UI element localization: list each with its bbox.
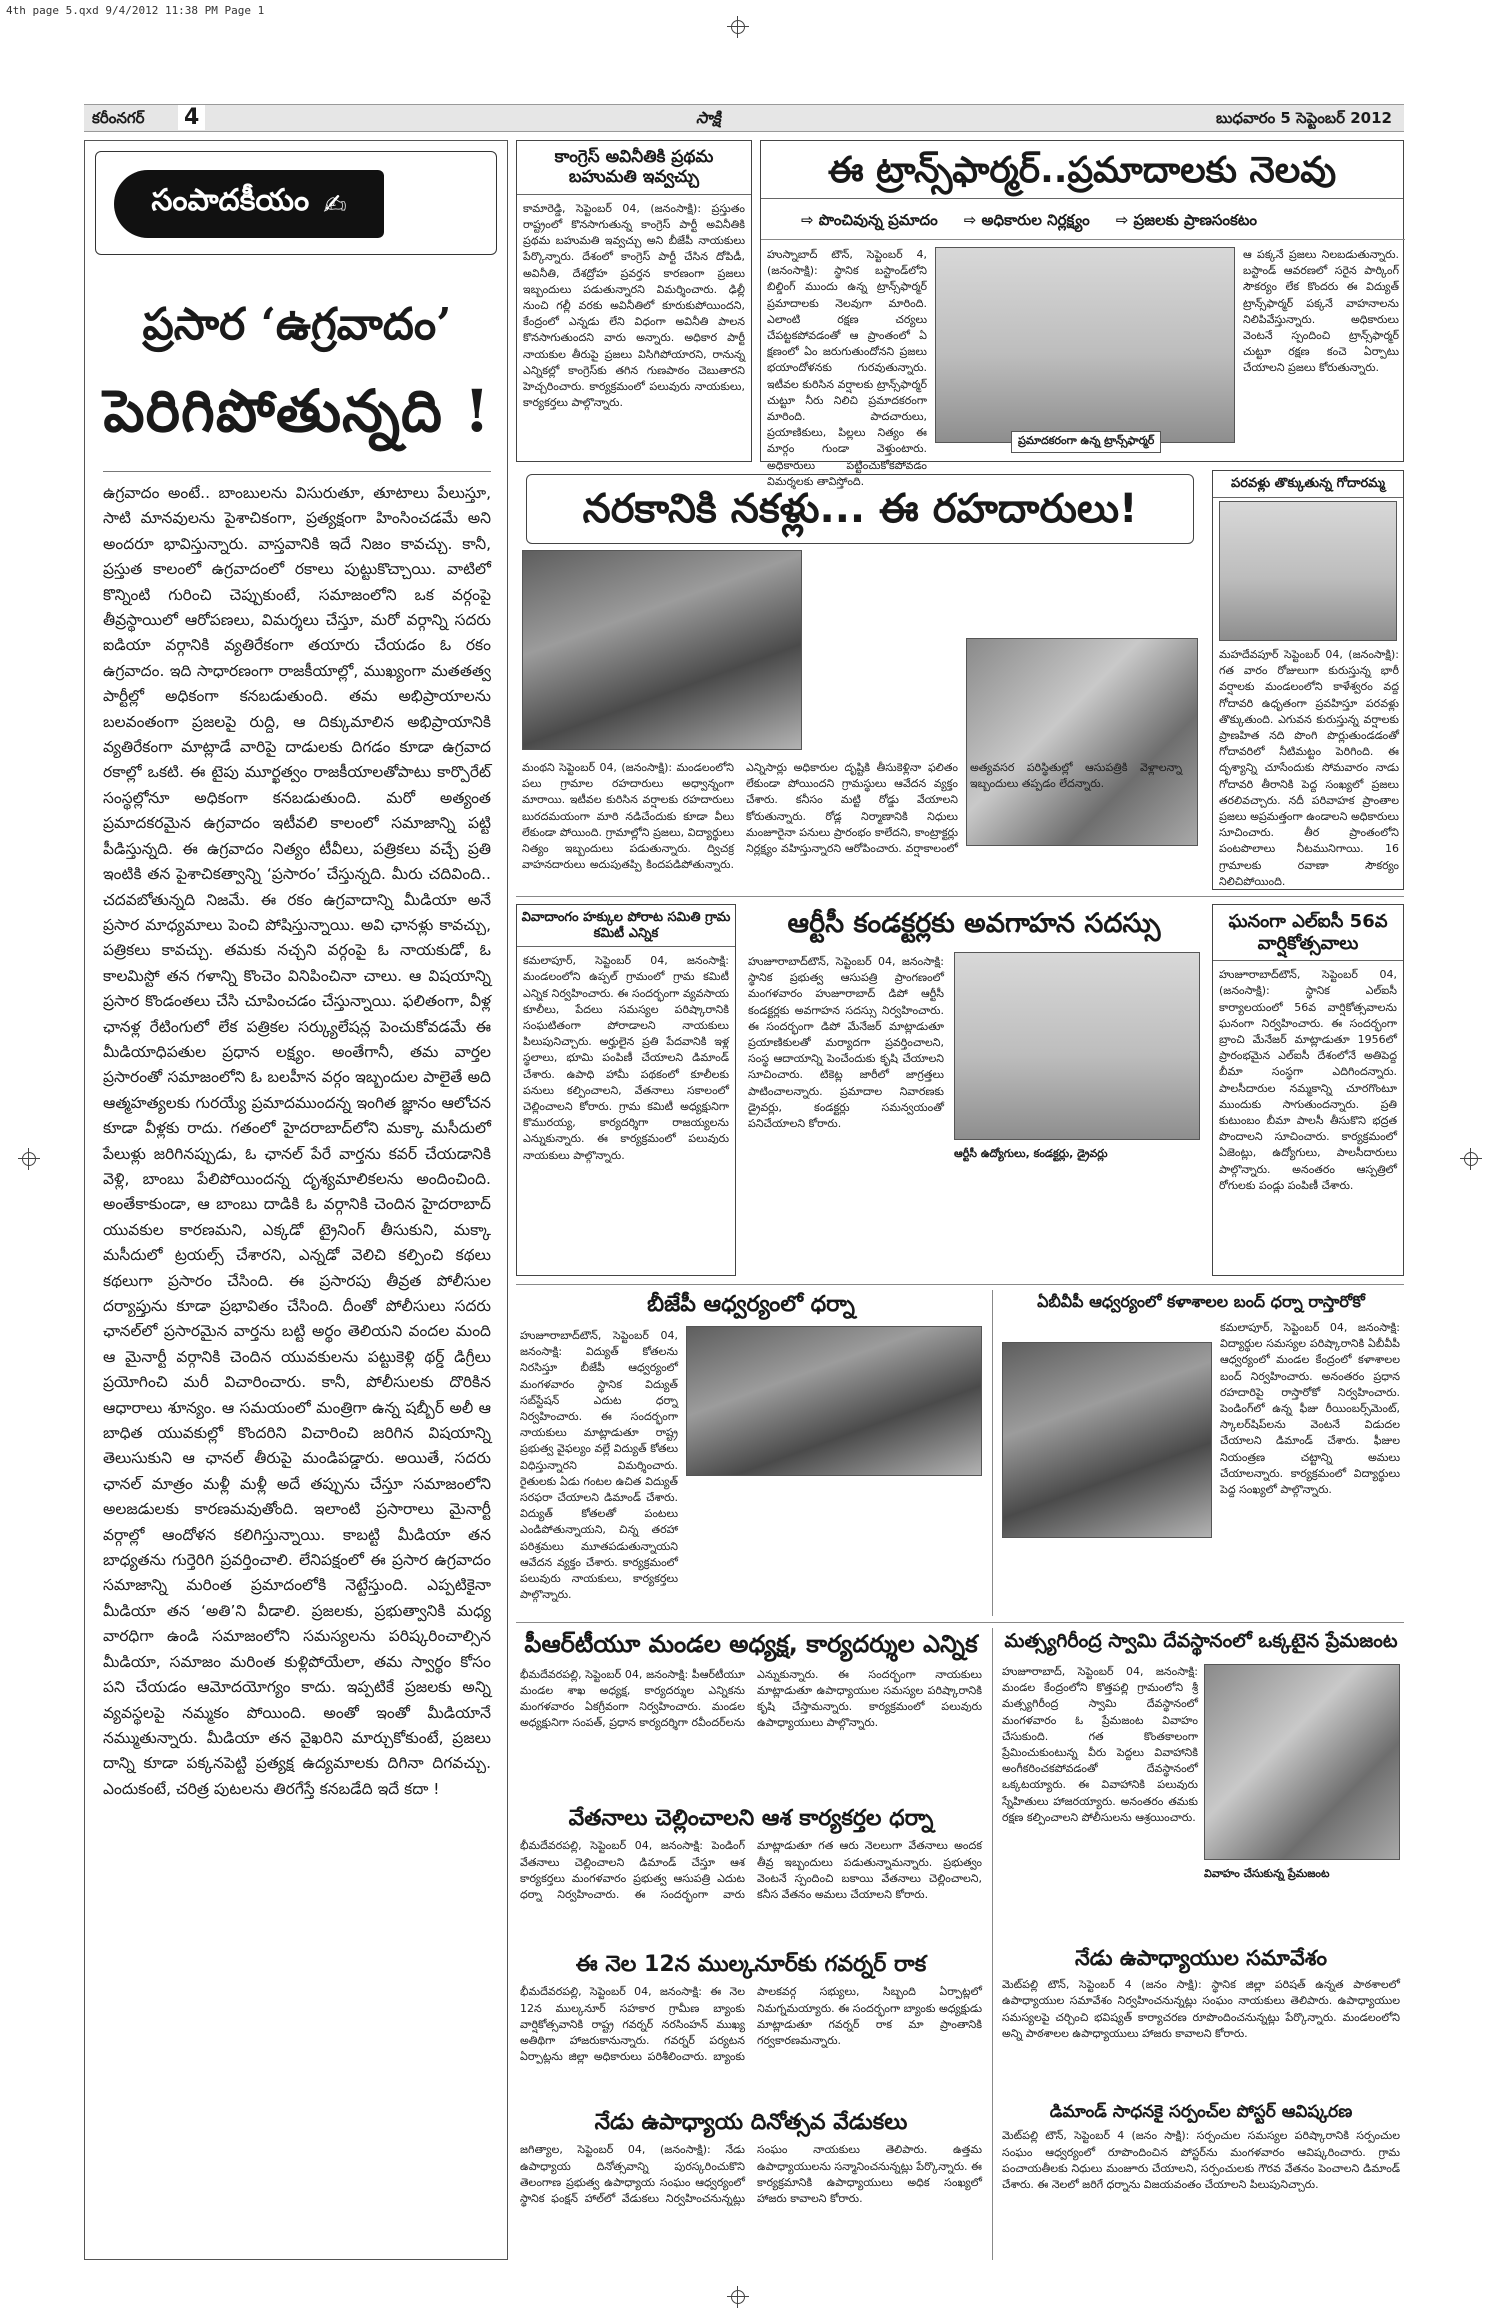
editorial-title-line2: పెరిగిపోతున్నది ! bbox=[103, 377, 491, 445]
story-headline: ఘనంగా ఎల్‌ఐసీ 56వ వార్షికోత్సవాలు bbox=[1213, 905, 1403, 961]
editorial-label: సంపాదకీయం bbox=[151, 183, 310, 218]
photo-muddy-road bbox=[522, 550, 802, 750]
divider bbox=[103, 471, 491, 472]
page-number: 4 bbox=[178, 105, 205, 130]
tag-item: ⇨ అధికారుల నిర్లక్ష్యం bbox=[964, 211, 1090, 233]
editorial-body: ఉగ్రవాదం అంటే.. బాంబులను విసురుతూ, తూటాలు పేలుస్తూ, సాటి మానవులను పైశాచికంగా, ప్రత్యక్షంగా హింసించడమే అని అందరూ భావిస్తున్నారు. వాస్తవానికి ఇదే నిజం కావచ్చు. కానీ, ప్రస్తుత కాలంలో ఉగ్రవాదంలో రకాలు పుట్టుకొచ్చాయి. వాటిలో కొన్నింటి గురించి చెప్పుకుంటే, సమాజంలోని ఒక వర్గంపై తీవ్రస్థాయిలో ఆరోపణలు, విమర్శలు చేస్తూ, మరో వర్గాన్ని సదరు ఐడియా వర్గానికి వ్యతిరేకంగా తయారు చేయడం ఓ రకం ఉగ్రవాదం. ఇది సాధారణంగా రాజకీయాల్లో, ముఖ్యంగా మతతత్వ పార్టీల్లో అధికంగా కనబడుతుంది. తమ అభిప్రాయాలను బలవంతంగా ప్రజలపై రుద్ది, ఆ దిక్కుమాలిన అభిప్రాయానికి వ్యతిరేకంగా మాట్లాడే వారిపై దాడులకు దిగడం కూడా ఉగ్రవాద రకాల్లో ఒకటి. ఈ టైపు మూర్ఖత్వం రాజకీయాలతోపాటు కార్పొరేట్ సంస్థల్లోనూ అధికంగా కనబడుతుంది. మరో అత్యంత ప్రమాదకరమైన ఉగ్రవాదం ఇటీవలి కాలంలో సమాజాన్ని పట్టి పీడిస్తున్నది. ఈ ఉగ్రవాదం నిత్యం టీవీలు, పత్రికలు వచ్చే ప్రతి ఇంటికి తన పైశాచికత్వాన్ని ‘ప్రసారం’ చేస్తున్నది. మీరు చదివింది.. చదవబోతున్నది నిజమే. ఈ రకం ఉగ్రవాదాన్ని మీడియా అనే ప్రసార మాధ్యమాలు పెంచి పోషిస్తున్నాయి. అవి ఛానళ్లు కావచ్చు, పత్రికలు కావచ్చు. తమకు నచ్చని వర్గంపై ఓ నాయకుడో, ఓ కాలమిస్టో తన గళాన్ని కొంచెం వినిపించినా చాలు. ఆ విషయాన్ని ప్రసార కొండంతలు చేసి చూపించడం చేస్తున్నాయి. ఫలితంగా, వీళ్ల ఛానళ్ల రేటింగులో లేక పత్రికల సర్క్యులేషన్ల పెంచుకోవడమే ఈ మీడియాధిపతుల ప్రధాన లక్ష్యం. అంతేగానీ, తమ వార్తల ప్రసారంతో సమాజంలోని ఓ బలహీన వర్గం ఇబ్బందుల పాలైతే అది ఆత్మహత్యలకు గురయ్యే ప్రమాదముందన్న ఇంగిత జ్ఞానం ఆలోచన కూడా వీళ్లకు రాదు. గతంలో హైదరాబాద్‌లోని మక్కా మసీదులో పేలుళ్లు జరిగినప్పుడు, ఓ ఛానల్ పేరే వార్తను కవర్ చేయడానికి వెళ్లి, బాంబు పేలిపోయిందన్న దృశ్యమాలికలను అందించింది. అంతేకాకుండా, ఆ బాంబు దాడికి ఓ వర్గానికి చెందిన హైదరాబాద్ యువకుల కారణమని, ఎక్కడో ట్రైనింగ్ తీసుకుని, మక్కా మసీదులో ట్రయల్స్ చేశారని, ఎన్నడో వెలిచి కల్పించి కథలు కథలుగా ప్రసారం చేసింది. ఈ ప్రసారపు తీవ్రత పోలీసుల దర్యాప్తును కూడా ప్రభావితం చేసింది. దీంతో పోలీసులు సదరు ఛానల్‌లో ప్రసారమైన వార్తను బట్టి అర్థం తెలియని వందల మంది ఆ మైనార్టీ వర్గానికి చెందిన యువకులను పట్టుకెళ్లి థర్డ్ డిగ్రీలు ప్రయోగించి మరీ విచారించారు. కానీ, పోలీసులకు దొరికిన ఆధారాలు శూన్యం. ఆ సమయంలో మంత్రిగా ఉన్న షబ్బీర్ అలీ ఆ బాధిత యువకుల్లో కొందరిని విచారించి జరిగిన విషయాన్ని తెలుసుకుని ఆ ఛానల్ తీరుపై మండిపడ్డారు. అయితే, సదరు ఛానల్ మాత్రం మళ్లీ మళ్లీ అదే తప్పును చేస్తూ సమాజంలోని అలజడులకు కారణమవుతోంది. ఇలాంటి ప్రసారాలు మైనార్టీ వర్గాల్లో ఆందోళన కలిగిస్తున్నాయి. కాబట్టి మీడియా తన బాధ్యతను గుర్తెరిగి ప్రవర్తించాలి. లేనిపక్షంలో ఈ ప్రసార ఉగ్రవాదం సమాజాన్ని మరింత ప్రమాదంలోకి నెట్టేస్తుంది. ఎప్పటికైనా మీడియా తన ‘అతి’ని వీడాలి. ప్రజలకు, ప్రభుత్వానికి మధ్య వారధిగా ఉండి సమాజంలోని సమస్యలను పరిష్కరించాల్సిన మీడియా, సమాజం మరింత కుళ్లిపోయేలా, తమ స్వార్థం కోసం పని చేయడం ఆమోదయోగ్యం కాదు. ఇప్పటికే ప్రజలకు అన్ని వ్యవస్థలపై నమ్మకం పోయింది. అంతో ఇంతో మీడియానే నమ్ముతున్నారు. మీడియా తన వైఖరిని మార్చుకోకుంటే, ప్రజలు దాన్ని కూడా పక్కనపెట్టి ప్రత్యక్ష ఉద్యమాలకు దిగినా దిగవచ్చు. ఎందుకంటే, చరిత్ర పుటలను తిరగేస్తే కనబడేది ఇదే కదా ! bbox=[103, 484, 491, 1798]
story-headline: ఈ ట్రాన్స్‌ఫార్మర్..ప్రమాదాలకు నెలవు bbox=[761, 141, 1403, 199]
story-bjp-dharna bbox=[516, 1290, 986, 1616]
editorial-title-line1: ప్రసార ‘ఉగ్రవాదం’ bbox=[142, 299, 452, 350]
story-body: భీమదేవరపల్లి, సెప్టెంబర్ 04, జనంసాక్షి: ఈ నెల 12న ముల్కనూర్ సహకార గ్రామీణ బ్యాంకు వార్షికోత్సవానికి రాష్ట్ర గవర్నర్ నరసింహన్ ముఖ్య అతిథిగా హాజరుకానున్నారు. గవర్నర్ పర్యటన ఏర్పాట్లను జిల్లా అధికారులు పరిశీలించారు. బ్యాంకు పాలకవర్గ సభ్యులు, సిబ్బంది ఏర్పాట్లలో నిమగ్నమయ్యారు. ఈ సందర్భంగా బ్యాంకు అధ్యక్షుడు మాట్లాడుతూ గవర్నర్ రాక మా ప్రాంతానికి గర్వకారణమన్నారు. bbox=[520, 1985, 982, 2064]
story-body: కమలాపూర్, సెప్టెంబర్ 04, జనంసాక్షి: మండలంలోని ఉప్పల్ గ్రామంలో గ్రామ కమిటీ ఎన్నిక నిర్వహించారు. ఈ సందర్భంగా వ్యవసాయ కూలీలు, పేదలు సమస్యల పరిష్కారానికి సంఘటితంగా పోరాడాలని నాయకులు పిలుపునిచ్చారు. అర్హులైన ప్రతి పేదవానికి ఇళ్ల స్థలాలు, భూమి పంపిణీ చేయాలని డిమాండ్ చేశారు. ఉపాధి హామీ పథకంలో కూలీలకు పనులు కల్పించాలని, వేతనాలు సకాలంలో చెల్లించాలని కోరారు. గ్రామ కమిటీ అధ్యక్షునిగా కొమురయ్య, కార్యదర్శిగా రాజయ్యలను ఎన్నుకున్నారు. ఈ కార్యక్రమంలో పలువురు నాయకులు పాల్గొన్నారు. bbox=[523, 954, 729, 1162]
divider bbox=[992, 1290, 993, 1616]
story-headline: నేడు ఉపాధ్యాయుల సమావేశం bbox=[1074, 1946, 1328, 1970]
story-headline: పరవళ్లు తొక్కుతున్న గోదారమ్మ bbox=[1213, 471, 1403, 498]
district-name: కరీంనగర్ bbox=[92, 109, 145, 127]
masthead-logo: సాక్షి bbox=[696, 108, 721, 127]
story-body: హుజూరాబాద్‌టౌన్, సెప్టెంబర్ 04, (జనంసాక్షి): స్థానిక ఎల్‌ఐసీ కార్యాలయంలో 56వ వార్షికోత్సవాలను ఘనంగా నిర్వహించారు. ఈ సందర్భంగా బ్రాంచి మేనేజర్ మాట్లాడుతూ 1956లో ప్రారంభమైన ఎల్‌ఐసీ దేశంలోనే అతిపెద్ద బీమా సంస్థగా ఎదిగిందన్నారు. పాలసీదారుల నమ్మకాన్ని చూరగొంటూ ముందుకు సాగుతుందన్నారు. ప్రతి కుటుంబం బీమా పాలసీ తీసుకొని భద్రత పొందాలని సూచించారు. కార్యక్రమంలో ఏజెంట్లు, ఉద్యోగులు, పాలసీదారులు పాల్గొన్నారు. అనంతరం ఆస్పత్రిలో రోగులకు పండ్లు పంపిణీ చేశారు. bbox=[1219, 968, 1397, 1192]
story-teachers-day bbox=[516, 2108, 986, 2260]
story-headline: పీఆర్‌టీయూ మండల అధ్యక్ష, కార్యదర్శుల ఎన్నిక bbox=[524, 1630, 978, 1658]
photo-dharna bbox=[686, 1326, 982, 1476]
tag-item: ⇨ ప్రజలకు ప్రాణసంకటం bbox=[1116, 211, 1257, 233]
divider bbox=[992, 1628, 993, 2260]
story-headline: ఈ నెల 12న ముల్కనూర్‌కు గవర్నర్ రాక bbox=[575, 1952, 927, 1977]
story-body: హుజూరాబాద్, సెప్టెంబర్ 04, జనంసాక్షి: మండల కేంద్రంలోని కొత్తపల్లి గ్రామంలోని శ్రీ మత్స్యగిరీంద్ర స్వామి దేవస్థానంలో మంగళవారం ఓ ప్రేమజంట వివాహం చేసుకుంది. గత కొంతకాలంగా ప్రేమించుకుంటున్న వీరు పెద్దలు వివాహానికి అంగీకరించకపోవడంతో దేవస్థానంలో ఒక్కటయ్యారు. ఈ వివాహానికి పలువురు స్నేహితులు హాజరయ్యారు. అనంతరం తమకు రక్షణ కల్పించాలని పోలీసులను ఆశ్రయించారు. bbox=[1002, 1665, 1198, 1824]
story-headline: డిమాండ్ సాధనకై సర్పంచ్‌ల పోస్టర్ ఆవిష్కరణ bbox=[1049, 2102, 1353, 2122]
story-body: మహదేవపూర్ సెప్టెంబర్ 04, (జనంసాక్షి): గత వారం రోజులుగా కురుస్తున్న భారీ వర్షాలకు మండలంలోని కాళేశ్వరం వద్ద గోదావరి ఉధృతంగా ప్రవహిస్తూ పరవళ్లు తొక్కుతుంది. ఎగువన కురుస్తున్న వర్షాలకు ప్రాణహిత నది పొంగి పొర్లుతుండడంతో గోదావరిలో నీటిమట్టం పెరిగింది. ఈ దృశ్యాన్ని చూసేందుకు సోమవారం నాడు గోదావరి తీరానికి పెద్ద సంఖ్యలో ప్రజలు తరలివచ్చారు. నదీ పరివాహక ప్రాంతాల ప్రజలు అప్రమత్తంగా ఉండాలని అధికారులు సూచించారు. తీర ప్రాంతంలోని పంటపొలాలు నీటమునిగాయి. 16 గ్రామాలకు రవాణా సౌకర్యం నిలిచిపోయింది. bbox=[1219, 648, 1399, 888]
story-body: మంథని సెప్టెంబర్ 04, (జనంసాక్షి): మండలంలోని పలు గ్రామాల రహదారులు అధ్వాన్నంగా మారాయి. ఇటీవల కురిసిన వర్షాలకు రహదారులు బురదమయంగా మారి నడిచేందుకు కూడా వీలు లేకుండా పోయింది. గ్రామాల్లోని ప్రజలు, విద్యార్థులు నిత్యం ఇబ్బందులు పడుతున్నారు. ద్విచక్ర వాహనదారులు అదుపుతప్పి కిందపడిపోతున్నారు. ఎన్నిసార్లు అధికారుల దృష్టికి తీసుకెళ్లినా ఫలితం లేకుండా పోయిందని గ్రామస్థులు ఆవేదన వ్యక్తం చేశారు. కనీసం మట్టి రోడ్డు వేయాలని కోరుతున్నారు. రోడ్ల నిర్మాణానికి నిధులు మంజూరైనా పనులు ప్రారంభం కాలేదని, కాంట్రాక్టర్లు నిర్లక్ష్యం వహిస్తున్నారని ఆరోపించారు. వర్షాకాలంలో bbox=[522, 761, 958, 872]
story-asha bbox=[516, 1804, 986, 1944]
story-body: హుజూరాబాద్‌టౌన్, సెప్టెంబర్ 04, జనంసాక్షి: స్థానిక ప్రభుత్వ ఆసుపత్రి ప్రాంగణంలో మంగళవారం హుజూరాబాద్ డిపో ఆర్టీసీ కండక్టర్లకు అవగాహన సదస్సు నిర్వహించారు. ఈ సందర్భంగా డిపో మేనేజర్ మాట్లాడుతూ ప్రయాణికులతో మర్యాదగా ప్రవర్తించాలని, సంస్థ ఆదాయాన్ని పెంచేందుకు కృషి చేయాలని సూచించారు. టికెట్ల జారీలో జాగ్రత్తలు పాటించాలన్నారు. ప్రమాదాల నివారణకు డ్రైవర్లు, కండక్టర్లు సమన్వయంతో పనిచేయాలని కోరారు. bbox=[748, 955, 944, 1131]
registration-mark-left bbox=[18, 1148, 40, 1170]
photo-rtc-bus bbox=[954, 952, 1200, 1140]
photo-caption: ఆర్టీసీ ఉద్యోగులు, కండక్టర్లు, డ్రైవర్లు bbox=[954, 1147, 1108, 1160]
photo-transformer bbox=[935, 247, 1235, 443]
story-body: కమలాపూర్, సెప్టెంబర్ 04, జనంసాక్షి: విద్యార్థుల సమస్యల పరిష్కారానికి ఏబీవీపీ ఆధ్వర్యంలో మండల కేంద్రంలో కళాశాలల బంద్ నిర్వహించారు. అనంతరం ప్రధాన రహదారిపై రాస్తారోకో నిర్వహించారు. పెండింగ్‌లో ఉన్న ఫీజు రీయింబర్స్‌మెంట్, స్కాలర్‌షిప్‌లను వెంటనే విడుదల చేయాలని డిమాండ్ చేశారు. ఫీజుల నియంత్రణ చట్టాన్ని అమలు చేయాలన్నారు. కార్యక్రమంలో విద్యార్థులు పెద్ద సంఖ్యలో పాల్గొన్నారు. bbox=[1220, 1321, 1400, 1497]
story-sarpanch-poster bbox=[998, 2100, 1404, 2260]
print-slug: 4th page 5.qxd 9/4/2012 11:38 PM Page 1 bbox=[6, 4, 265, 17]
divider bbox=[516, 1622, 1404, 1623]
story-headline: వివాదాంగం హక్కుల పోరాట సమితి గ్రామ కమిటీ ఎన్నిక bbox=[517, 905, 735, 947]
photo-river bbox=[1219, 501, 1397, 641]
story-headline: ఏబీవీపీ ఆధ్వర్యంలో కళాశాలల బంద్ ధర్నా రాస్తారోకో bbox=[1037, 1292, 1365, 1311]
photo-caption: వివాహం చేసుకున్న ప్రేమజంట bbox=[1204, 1867, 1330, 1880]
story-body: మెట్‌పల్లి టౌన్, సెప్టెంబర్ 4 (జనం సాక్షి): సర్పంచుల సమస్యల పరిష్కారానికి సర్పంచుల సంఘం ఆధ్వర్యంలో రూపొందించిన పోస్టర్‌ను మంగళవారం ఆవిష్కరించారు. గ్రామ పంచాయతీలకు నిధులు మంజూరు చేయాలని, సర్పంచులకు గౌరవ వేతనం పెంచాలని డిమాండ్ చేశారు. ఈ నెలలో జరిగే ధర్నాను విజయవంతం చేయాలని పిలుపునిచ్చారు. bbox=[1002, 2129, 1400, 2191]
registration-mark-right bbox=[1460, 1148, 1482, 1170]
story-headline: ఆర్టీసీ కండక్టర్లకు అవగాహన సదస్సు bbox=[787, 908, 1161, 939]
story-temple-wedding bbox=[998, 1628, 1404, 1938]
issue-date: బుధవారం 5 సెప్టెంబర్ 2012 bbox=[1215, 109, 1392, 127]
editorial-column bbox=[84, 140, 508, 2260]
photo-couple bbox=[1204, 1664, 1400, 1860]
story-headline: మత్స్యగిరీంద్ర స్వామి దేవస్థానంలో ఒక్కటైన ప్రేమజంట bbox=[1004, 1630, 1398, 1652]
page-header bbox=[84, 104, 1404, 132]
photo-abvp-protest bbox=[1002, 1342, 1212, 1538]
story-body: భీమదేవరపల్లి, సెప్టెంబర్ 04, జనంసాక్షి: పీఆర్‌టీయూ మండల శాఖ అధ్యక్ష, కార్యదర్శుల ఎన్నికను మంగళవారం ఏకగ్రీవంగా నిర్వహించారు. మండల అధ్యక్షునిగా సంపత్, ప్రధాన కార్యదర్శిగా రవీందర్‌లను ఎన్నుకున్నారు. ఈ సందర్భంగా నాయకులు మాట్లాడుతూ ఉపాధ్యాయుల సమస్యల పరిష్కారానికి కృషి చేస్తామన్నారు. కార్యక్రమంలో పలువురు ఉపాధ్యాయులు పాల్గొన్నారు. bbox=[520, 1667, 982, 1730]
story-headline: వేతనాలు చెల్లించాలని ఆశ కార్యకర్తల ధర్నా bbox=[568, 1806, 934, 1831]
pen-icon: ✍ bbox=[323, 187, 347, 221]
photo-caption: ప్రమాదకరంగా ఉన్న ట్రాన్స్‌ఫార్మర్ bbox=[1011, 431, 1161, 453]
story-land-rights bbox=[516, 904, 736, 1276]
story-body-right: ఆ పక్కనే ప్రజలు నిలబడుతున్నారు. బస్టాండ్ ఆవరణలో సరైన పార్కింగ్ సౌకర్యం లేక కొందరు ఈ విద్యుత్ ట్రాన్స్‌ఫార్మర్ పక్కనే వాహనాలను నిలిపివేస్తున్నారు. అధికారులు వెంటనే స్పందించి ట్రాన్స్‌ఫార్మర్ చుట్టూ రక్షణ కంచె ఏర్పాటు చేయాలని ప్రజలు కోరుతున్నారు. bbox=[1243, 248, 1399, 375]
divider bbox=[761, 239, 1405, 240]
story-body: కామారెడ్డి, సెప్టెంబర్ 04, (జనంసాక్షి): ప్రస్తుతం రాష్ట్రంలో కొనసాగుతున్న కాంగ్రెస్ పార్టీ అవినీతికి ప్రథమ బహుమతి ఇవ్వచ్చు అని బీజేపీ నాయకులు పేర్కొన్నారు. దేశంలో కాంగ్రెస్ పార్టీ చేసిన దోపిడీ, అవినీతి, దేశద్రోహ ప్రవర్తన కారణంగా ప్రజలు ఇబ్బందులు పడుతున్నారని విమర్శించారు. ఢిల్లీ నుంచి గల్లీ వరకు అవినీతిలో కూరుకుపోయిందని, కేంద్రంలో ఎన్నడు లేని విధంగా అవినీతి పాలన కొనసాగుతుందని వారు అన్నారు. అధికార పార్టీ నాయకుల తీరుపై ప్రజలు విసిగిపోయారని, రానున్న ఎన్నికల్లో కాంగ్రెస్‌కు తగిన గుణపాఠం చెబుతారని హెచ్చరించారు. కార్యక్రమంలో పలువురు నాయకులు, కార్యకర్తలు పాల్గొన్నారు. bbox=[523, 201, 745, 410]
editorial-tab bbox=[114, 170, 384, 238]
story-teachers-meeting bbox=[998, 1944, 1404, 2094]
story-headline: కాంగ్రెస్ అవినీతికి ప్రథమ బహుమతి ఇవ్వచ్చు bbox=[517, 141, 751, 195]
story-roads bbox=[516, 470, 1204, 890]
story-headline: నేడు ఉపాధ్యాయ దినోత్సవ వేడుకలు bbox=[594, 2110, 908, 2135]
story-abvp bbox=[998, 1290, 1404, 1616]
story-headline: బీజేపీ ఆధ్వర్యంలో ధర్నా bbox=[647, 1292, 855, 1317]
story-body: మెట్‌పల్లి టౌన్, సెప్టెంబర్ 4 (జనం సాక్షి): స్థానిక జిల్లా పరిషత్ ఉన్నత పాఠశాలలో ఉపాధ్యాయుల సమావేశం నిర్వహించనున్నట్లు సంఘం నాయకులు తెలిపారు. ఉపాధ్యాయుల సమస్యలపై చర్చించి భవిష్యత్ కార్యాచరణ రూపొందించనున్నట్లు పేర్కొన్నారు. మండలంలోని అన్ని పాఠశాలల ఉపాధ్యాయులు హాజరు కావాలని కోరారు. bbox=[1002, 1978, 1400, 2040]
story-body: హుజూరాబాద్‌టౌన్, సెప్టెంబర్ 04, జనంసాక్షి: విద్యుత్ కోతలను నిరసిస్తూ బీజేపీ ఆధ్వర్యంలో మంగళవారం స్థానిక విద్యుత్ సబ్‌స్టేషన్ ఎదుట ధర్నా నిర్వహించారు. ఈ సందర్భంగా నాయకులు మాట్లాడుతూ రాష్ట్ర ప్రభుత్వ వైఫల్యం వల్లే విద్యుత్ కోతలు విధిస్తున్నారని విమర్శించారు. రైతులకు ఏడు గంటల ఉచిత విద్యుత్ సరఫరా చేయాలని డిమాండ్ చేశారు. విద్యుత్ కోతలతో పంటలు ఎండిపోతున్నాయని, చిన్న తరహా పరిశ్రమలు మూతపడుతున్నాయని ఆవేదన వ్యక్తం చేశారు. కార్యక్రమంలో పలువురు నాయకులు, కార్యకర్తలు పాల్గొన్నారు. bbox=[520, 1329, 678, 1602]
story-body: జగిత్యాల, సెప్టెంబర్ 04, (జనంసాక్షి): నేడు ఉపాధ్యాయ దినోత్సవాన్ని పురస్కరించుకొని తెలంగాణ ప్రభుత్వ ఉపాధ్యాయ సంఘం ఆధ్వర్యంలో స్థానిక ఫంక్షన్ హాల్‌లో వేడుకలు నిర్వహించనున్నట్లు సంఘం నాయకులు తెలిపారు. ఉత్తమ ఉపాధ్యాయులను సన్మానించనున్నట్లు పేర్కొన్నారు. ఈ కార్యక్రమానికి ఉపాధ్యాయులు అధిక సంఖ్యలో హాజరు కావాలని కోరారు. bbox=[520, 2143, 982, 2205]
registration-mark-top bbox=[727, 16, 749, 38]
story-body: హుస్నాబాద్ టౌన్, సెప్టెంబర్ 4, (జనంసాక్షి): స్థానిక బస్టాండ్‌లోని బిల్డింగ్ ముందు ఉన్న ట్రాన్స్‌ఫార్మర్ ప్రమాదాలకు నెలవుగా మారింది. ఎలాంటి రక్షణ చర్యలు చేపట్టకపోవడంతో ఆ ప్రాంతంలో ఏ క్షణంలో ఏం జరుగుతుందోనని ప్రజలు భయాందోళనకు గురవుతున్నారు. ఇటీవల కురిసిన వర్షాలకు ట్రాన్స్‌ఫార్మర్ చుట్టూ నీరు నిలిచి ప్రమాదకరంగా మారింది. పాదచారులు, ప్రయాణికులు, పిల్లలు నిత్యం ఈ మార్గం గుండా వెళ్తుంటారు. అధికారులు పట్టించుకోకపోవడం విమర్శలకు తావిస్తోంది. bbox=[767, 248, 927, 488]
registration-mark-bottom bbox=[727, 2286, 749, 2308]
story-headline: నరకానికి నకళ్లు... ఈ రహదారులు! bbox=[526, 474, 1194, 544]
story-governor bbox=[516, 1950, 986, 2102]
story-prtu bbox=[516, 1628, 986, 1798]
editorial-banner bbox=[95, 151, 497, 255]
story-body: భీమదేవరపల్లి, సెప్టెంబర్ 04, జనంసాక్షి: పెండింగ్ వేతనాలు చెల్లించాలని డిమాండ్ చేస్తూ ఆశ కార్యకర్తలు మంగళవారం ప్రభుత్వ ఆసుపత్రి ఎదుట ధర్నా నిర్వహించారు. ఈ సందర్భంగా వారు మాట్లాడుతూ గత ఆరు నెలలుగా వేతనాలు అందక తీవ్ర ఇబ్బందులు పడుతున్నామన్నారు. ప్రభుత్వం వెంటనే స్పందించి బకాయి వేతనాలు చెల్లించాలని, కనీస వేతనం అమలు చేయాలని కోరారు. bbox=[520, 1839, 982, 1901]
divider bbox=[516, 896, 1404, 897]
photo-road-people bbox=[966, 638, 1198, 846]
story-congress bbox=[516, 140, 752, 462]
story-godavari bbox=[1212, 470, 1404, 890]
divider bbox=[516, 1284, 1404, 1285]
story-tags bbox=[801, 211, 1257, 233]
tag-item: ⇨ పొంచివున్న ప్రమాదం bbox=[801, 211, 938, 233]
story-lic bbox=[1212, 904, 1404, 1276]
story-rtc bbox=[744, 904, 1204, 1276]
